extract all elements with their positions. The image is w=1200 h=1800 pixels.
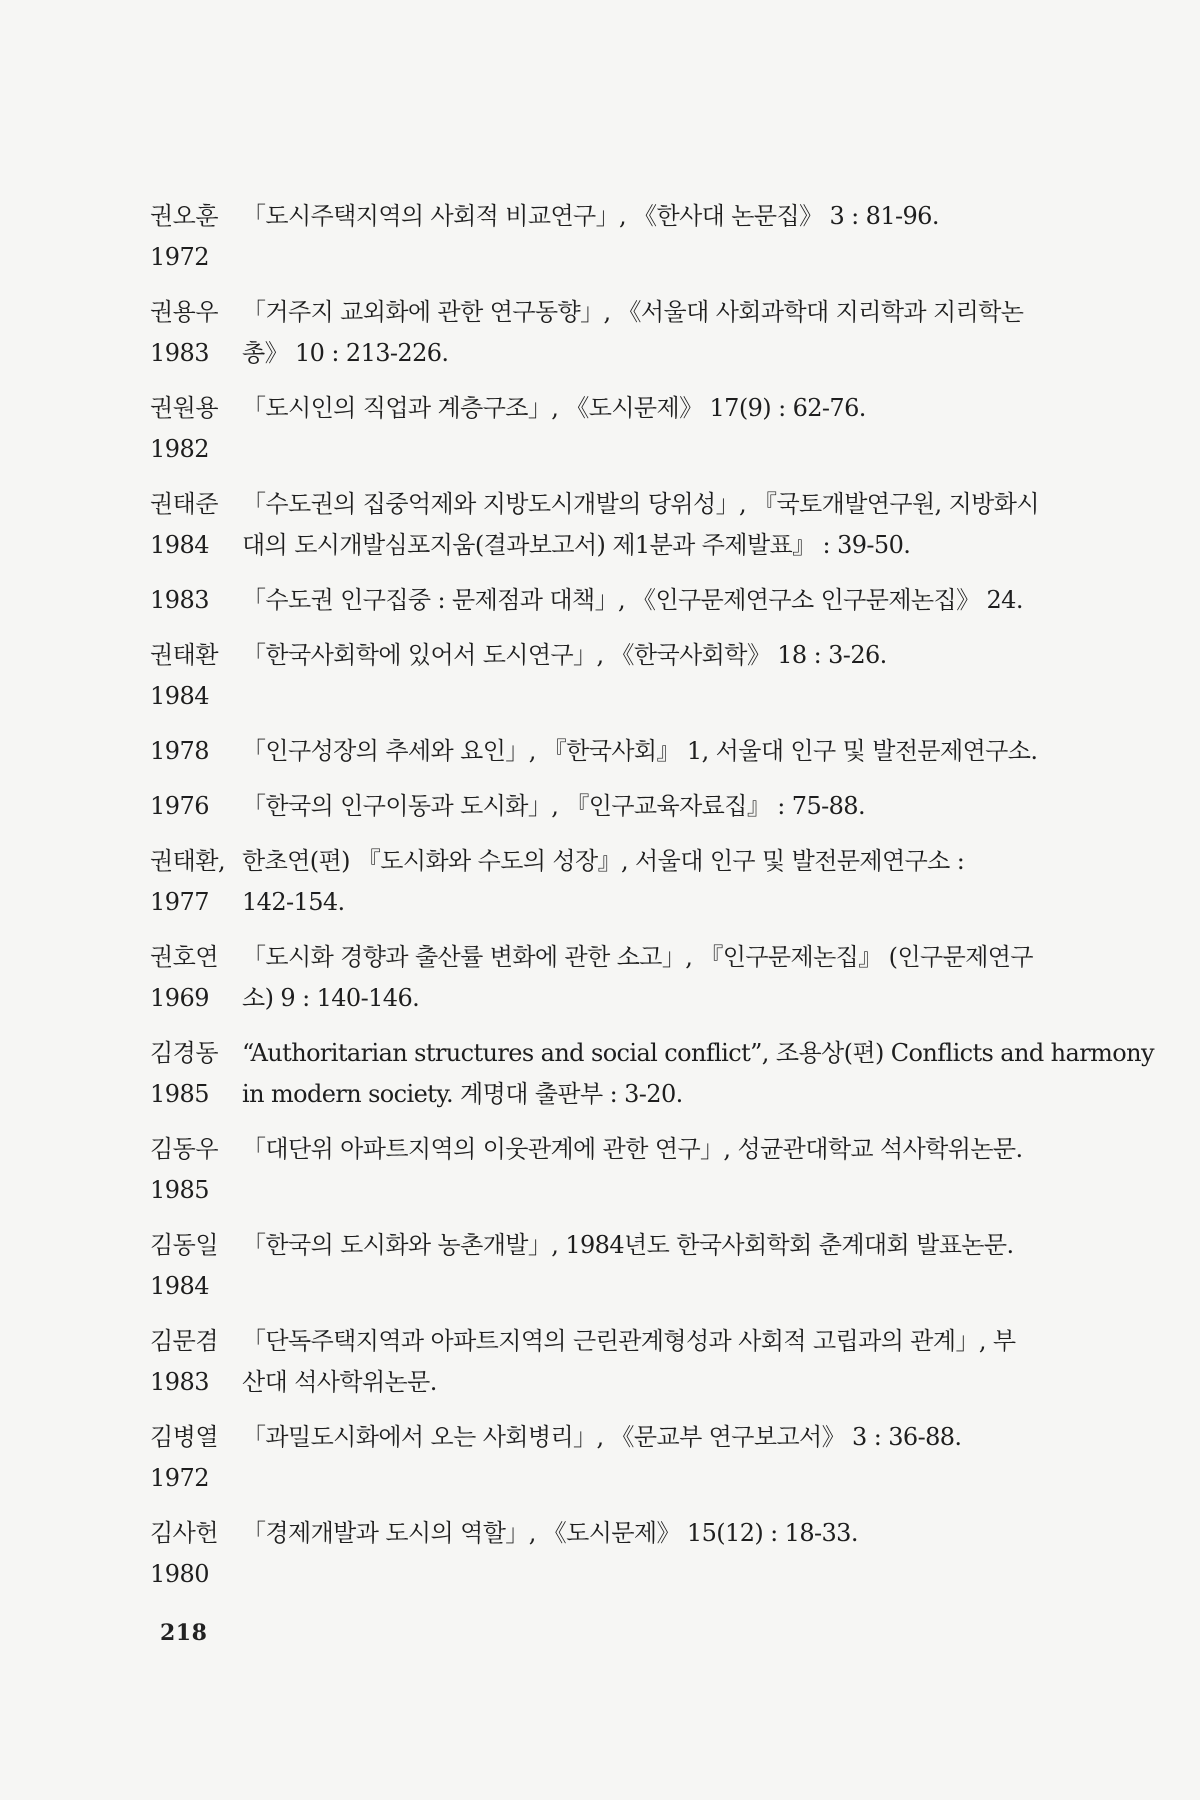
entry-citation xyxy=(242,841,1050,923)
entry-citation xyxy=(242,484,1050,566)
entry-citation xyxy=(242,580,1050,621)
entry-citation xyxy=(242,1417,1050,1458)
bib-entry xyxy=(150,292,1050,374)
entry-author: 김동우 xyxy=(150,1135,219,1163)
citation-line: 「경제개발과 도시의 역할」, 《도시문제》 15(12) : 18-33. xyxy=(242,1519,858,1547)
entry-year: 1984 xyxy=(150,682,210,710)
entry-citation xyxy=(242,731,1050,772)
entry-meta xyxy=(150,1513,242,1595)
entry-year: 1980 xyxy=(150,1560,210,1588)
entry-author: 권호연 xyxy=(150,943,219,971)
entry-citation xyxy=(242,1225,1050,1266)
entry-meta xyxy=(150,1033,242,1115)
entry-meta xyxy=(150,731,242,772)
entry-year: 1983 xyxy=(150,586,210,614)
entry-year: 1969 xyxy=(150,984,210,1012)
bib-entry xyxy=(150,635,1050,717)
entry-year: 1984 xyxy=(150,1272,210,1300)
citation-line: 소) 9 : 140-146. xyxy=(242,984,420,1012)
citation-line: 「거주지 교외화에 관한 연구동향」, 《서울대 사회과학대 지리학과 지리학논 xyxy=(242,298,1024,326)
page-number: 218 xyxy=(160,1620,208,1646)
bib-entry xyxy=(150,1321,1050,1403)
bib-entry xyxy=(150,196,1050,278)
citation-line: 산대 석사학위논문. xyxy=(242,1368,437,1396)
entry-author: 김병열 xyxy=(150,1423,219,1451)
entry-author: 권원용 xyxy=(150,394,219,422)
entry-author: 권용우 xyxy=(150,298,219,326)
entry-year: 1985 xyxy=(150,1080,210,1108)
entry-author: 권태환, xyxy=(150,847,226,875)
entry-year: 1985 xyxy=(150,1176,210,1204)
bib-entry xyxy=(150,841,1050,923)
entry-meta xyxy=(150,580,242,621)
entry-meta xyxy=(150,196,242,278)
bib-entry xyxy=(150,388,1050,470)
bib-entry xyxy=(150,937,1050,1019)
entry-year: 1984 xyxy=(150,531,210,559)
entry-year: 1982 xyxy=(150,435,210,463)
entry-author: 김문겸 xyxy=(150,1327,219,1355)
bibliography-list xyxy=(150,196,1154,1609)
entry-meta xyxy=(150,292,242,374)
entry-meta xyxy=(150,1321,242,1403)
citation-line: 「단독주택지역과 아파트지역의 근린관계형성과 사회적 고립과의 관계」, 부 xyxy=(242,1327,1016,1355)
entry-meta xyxy=(150,484,242,566)
citation-line: 「수도권 인구집중 : 문제점과 대책」, 《인구문제연구소 인구문제논집》 24. xyxy=(242,586,1023,614)
bib-entry xyxy=(150,1225,1050,1307)
entry-meta xyxy=(150,937,242,1019)
citation-line: 「인구성장의 추세와 요인」, 『한국사회』 1, 서울대 인구 및 발전문제연구소. xyxy=(242,737,1038,765)
entry-year: 1977 xyxy=(150,888,210,916)
entry-year: 1976 xyxy=(150,792,210,820)
entry-year: 1972 xyxy=(150,1464,210,1492)
entry-year: 1983 xyxy=(150,339,210,367)
entry-author: 권태환 xyxy=(150,641,219,669)
bib-entry xyxy=(150,731,1050,772)
entry-citation xyxy=(242,635,1050,676)
bib-entry xyxy=(150,786,1050,827)
entry-author: 김경동 xyxy=(150,1039,219,1067)
entry-meta xyxy=(150,1417,242,1499)
citation-line: 「한국의 도시화와 농촌개발」, 1984년도 한국사회학회 춘계대회 발표논문. xyxy=(242,1231,1014,1259)
entry-citation xyxy=(242,937,1050,1019)
bib-entry xyxy=(150,1129,1050,1211)
bib-entry xyxy=(150,1417,1050,1499)
bib-entry xyxy=(150,580,1050,621)
entry-citation xyxy=(242,786,1050,827)
entry-meta xyxy=(150,841,242,923)
citation-line: “Authoritarian structures and social conflict”, 조용상(편) Conflicts and harmony xyxy=(242,1039,1154,1067)
bib-entry xyxy=(150,1513,1050,1595)
entry-citation xyxy=(242,1321,1050,1403)
entry-citation xyxy=(242,292,1050,374)
bib-entry xyxy=(150,484,1050,566)
entry-citation xyxy=(242,196,1050,237)
entry-meta xyxy=(150,786,242,827)
entry-meta xyxy=(150,388,242,470)
entry-author: 김동일 xyxy=(150,1231,219,1259)
entry-author: 권오훈 xyxy=(150,202,219,230)
entry-meta xyxy=(150,635,242,717)
entry-meta xyxy=(150,1129,242,1211)
entry-meta xyxy=(150,1225,242,1307)
citation-line: 대의 도시개발심포지움(결과보고서) 제1분과 주제발표』 : 39-50. xyxy=(242,531,911,559)
citation-line: 「도시주택지역의 사회적 비교연구」, 《한사대 논문집》 3 : 81-96. xyxy=(242,202,939,230)
entry-author: 김사헌 xyxy=(150,1519,219,1547)
entry-author: 권태준 xyxy=(150,490,219,518)
entry-citation xyxy=(242,1033,1154,1115)
entry-year: 1972 xyxy=(150,243,210,271)
citation-line: 「수도권의 집중억제와 지방도시개발의 당위성」, 『국토개발연구원, 지방화시 xyxy=(242,490,1039,518)
citation-line: 142-154. xyxy=(242,888,345,916)
citation-line: 「과밀도시화에서 오는 사회병리」, 《문교부 연구보고서》 3 : 36-88. xyxy=(242,1423,962,1451)
citation-line: 「한국의 인구이동과 도시화」, 『인구교육자료집』 : 75-88. xyxy=(242,792,865,820)
citation-line: in modern society. 계명대 출판부 : 3-20. xyxy=(242,1080,683,1108)
citation-line: 「대단위 아파트지역의 이웃관계에 관한 연구」, 성균관대학교 석사학위논문. xyxy=(242,1135,1023,1163)
entry-citation xyxy=(242,1513,1050,1554)
citation-line: 한초연(편) 『도시화와 수도의 성장』, 서울대 인구 및 발전문제연구소 : xyxy=(242,847,965,875)
entry-citation xyxy=(242,388,1050,429)
citation-line: 「도시인의 직업과 계층구조」, 《도시문제》 17(9) : 62-76. xyxy=(242,394,866,422)
entry-citation xyxy=(242,1129,1050,1170)
citation-line: 총》 10 : 213-226. xyxy=(242,339,449,367)
entry-year: 1983 xyxy=(150,1368,210,1396)
entry-year: 1978 xyxy=(150,737,210,765)
bib-entry xyxy=(150,1033,1154,1115)
citation-line: 「도시화 경향과 출산률 변화에 관한 소고」, 『인구문제논집』 (인구문제연구 xyxy=(242,943,1033,971)
citation-line: 「한국사회학에 있어서 도시연구」, 《한국사회학》 18 : 3-26. xyxy=(242,641,887,669)
